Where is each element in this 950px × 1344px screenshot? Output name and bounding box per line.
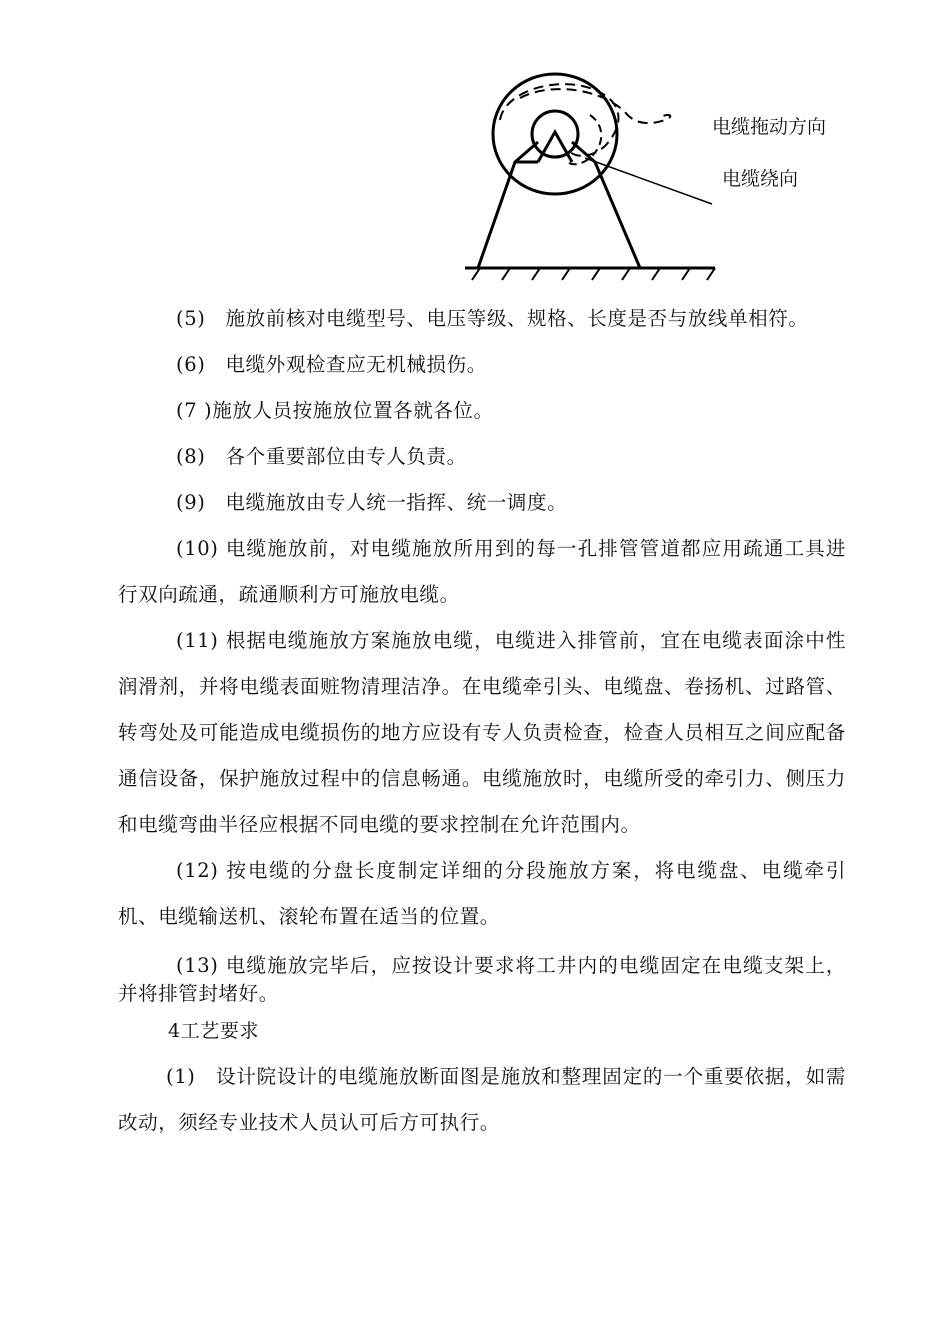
cable-drum-drawing — [460, 70, 860, 290]
paragraph-12: (12) 按电缆的分盘长度制定详细的分段施放方案，将电缆盘、电缆牵引机、电缆输送机、滚轮布置在适当的位置。 — [118, 859, 846, 928]
paragraph-6: (6) 电缆外观检查应无机械损伤。 — [176, 353, 487, 376]
label-winding-direction: 电缆绕向 — [722, 168, 799, 190]
paragraph-8: (8) 各个重要部位由专人负责。 — [176, 445, 467, 468]
label-drag-direction: 电缆拖动方向 — [712, 116, 827, 138]
paragraph-7: (7 )施放人员按施放位置各就各位。 — [176, 399, 494, 422]
dashed-cable-lead — [520, 89, 670, 123]
paragraph-9: (9) 电缆施放由专人统一指挥、统一调度。 — [176, 491, 568, 514]
section-heading: 4工艺要求 — [168, 1020, 260, 1042]
paragraph-13: (13) 电缆施放完毕后，应按设计要求将工井内的电缆固定在电缆支架上，并将排管封堵好。 — [118, 954, 846, 1005]
stand-right-leg — [572, 142, 640, 268]
ground-hatching — [472, 268, 715, 280]
cable-drum-diagram — [460, 70, 860, 290]
paragraph-11: (11) 根据电缆施放方案施放电缆，电缆进入排管前，宜在电缆表面涂中性润滑剂，并将电缆表面赃物清理洁净。在电缆牵引头、电缆盘、卷扬机、过路管、转弯处及可能造成电缆损伤的地方应设有专人负责检查，检查人员相互之间应配备通信设备，保护施放过程中的信息畅通。电缆施放时，电缆所受的牵引力、侧压力和电缆弯曲半径应根据不同电缆的要求控制在允许范围内。 — [118, 629, 846, 836]
document-body — [118, 296, 846, 1146]
paragraph-10: (10) 电缆施放前，对电缆施放所用到的每一孔排管管道都应用疏通工具进行双向疏通，疏通顺利方可施放电缆。 — [118, 537, 846, 606]
requirement-item-1: (1) 设计院设计的电缆施放断面图是施放和整理固定的一个重要依据，如需改动，须经专业技术人员认可后方可执行。 — [118, 1065, 846, 1134]
paragraph-5: (5) 施放前核对电缆型号、电压等级、规格、长度是否与放线单相符。 — [176, 307, 809, 330]
